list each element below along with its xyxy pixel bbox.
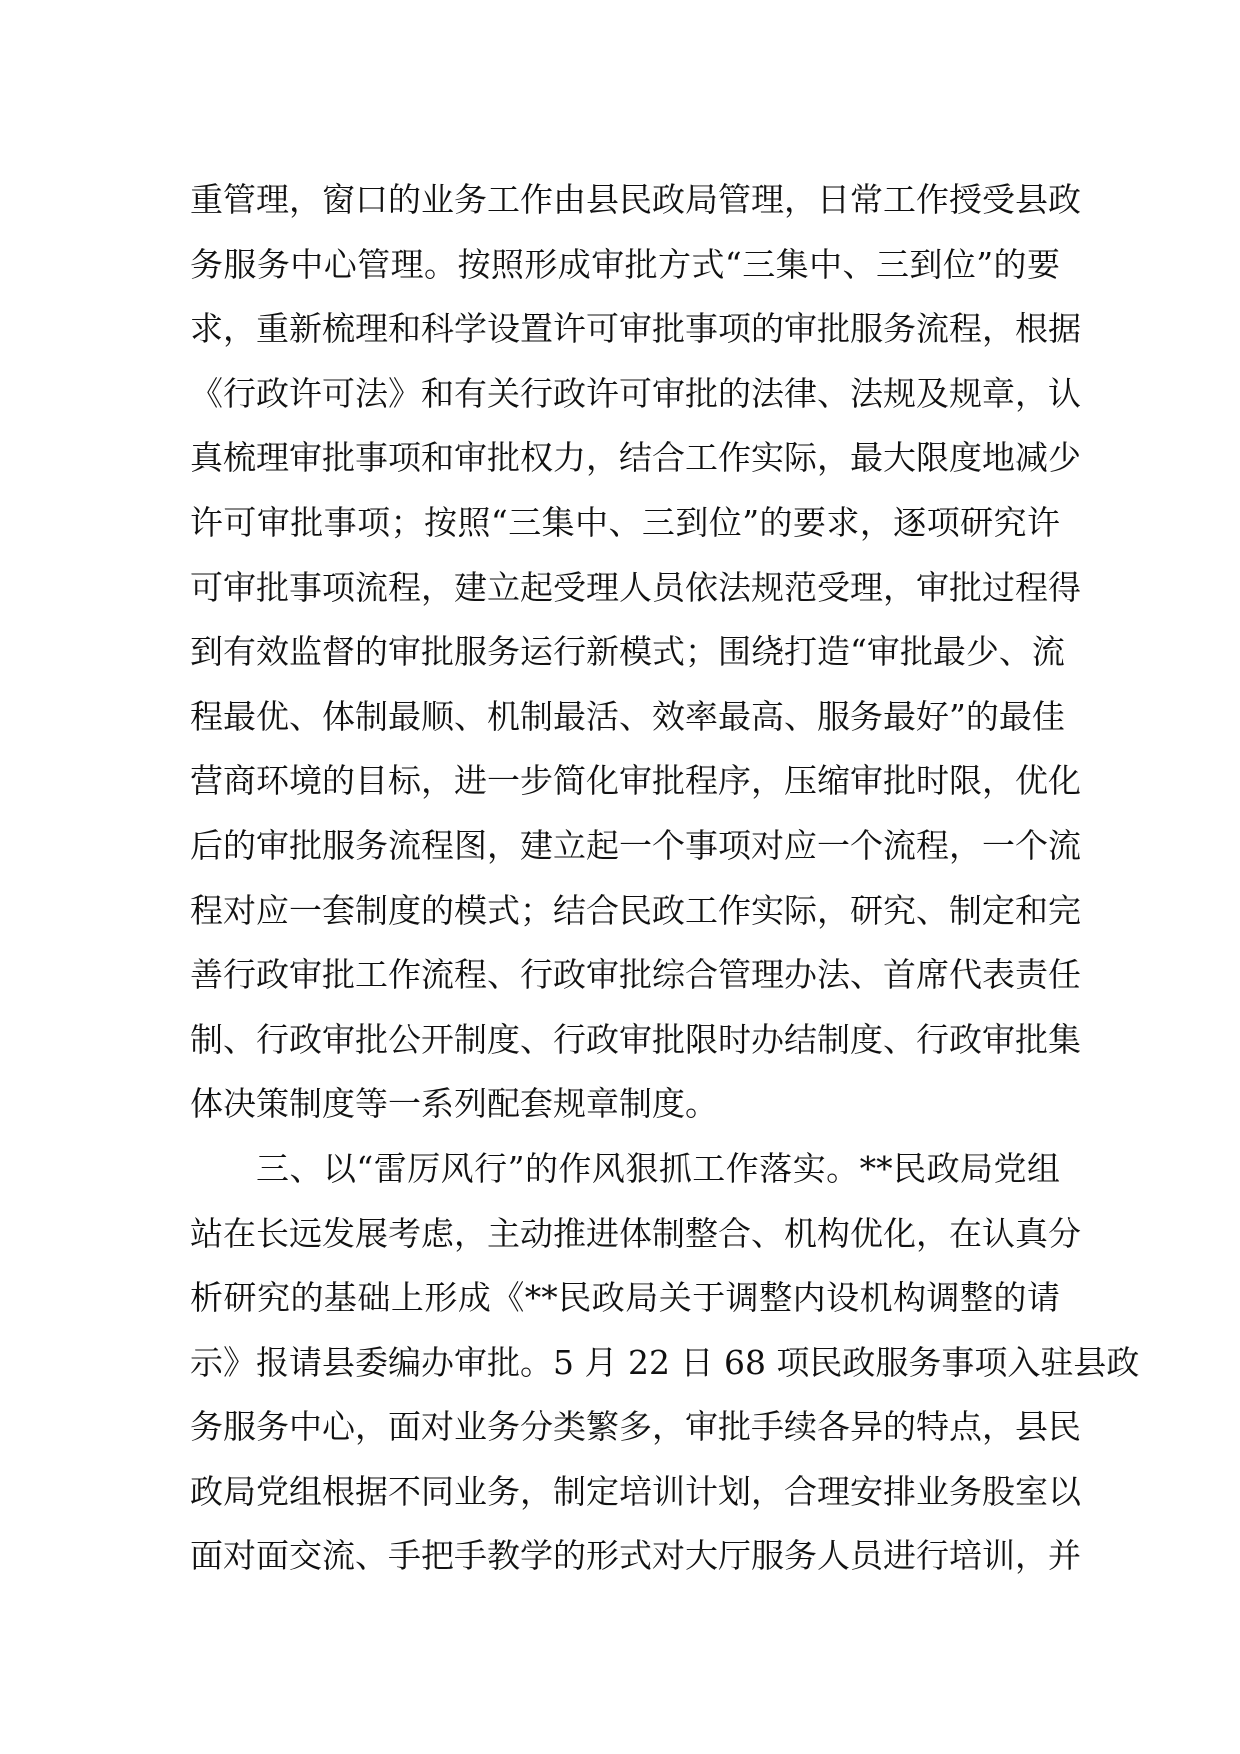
text-line-paragraph-end: 体决策制度等一系列配套规章制度。 (190, 1084, 718, 1124)
text-line: 《行政许可法》和有关行政许可审批的法律、法规及规章，认 (190, 373, 1081, 413)
text-line: 许可审批事项；按照“三集中、三到位”的要求，逐项研究许 (190, 502, 1060, 542)
text-line: 务服务中心管理。按照形成审批方式“三集中、三到位”的要 (190, 244, 1060, 284)
text-line: 求，重新梳理和科学设置许可审批事项的审批服务流程，根据 (190, 309, 1081, 349)
text-line: 程最优、体制最顺、机制最活、效率最高、服务最好”的最佳 (190, 696, 1065, 736)
text-line: 后的审批服务流程图，建立起一个事项对应一个流程，一个流 (190, 825, 1081, 865)
text-line: 务服务中心，面对业务分类繁多，审批手续各异的特点，县民 (190, 1407, 1081, 1447)
text-line: 到有效监督的审批服务运行新模式；围绕打造“审批最少、流 (190, 632, 1065, 672)
text-line: 重管理，窗口的业务工作由县民政局管理，日常工作授受县政 (190, 180, 1081, 219)
text-line: 政局党组根据不同业务，制定培训计划，合理安排业务股室以 (190, 1471, 1081, 1511)
text-line: 营商环境的目标，进一步简化审批程序，压缩审批时限，优化 (190, 761, 1081, 801)
text-line-paragraph-start: 三、以“雷厉风行”的作风狠抓工作落实。**民政局党组 (256, 1148, 1060, 1188)
text-line: 善行政审批工作流程、行政审批综合管理办法、首席代表责任 (190, 955, 1081, 995)
text-line: 面对面交流、手把手教学的形式对大厅服务人员进行培训，并 (190, 1536, 1081, 1576)
text-line: 示》报请县委编办审批。5 月 22 日 68 项民政服务事项入驻县政 (190, 1342, 1140, 1382)
text-line: 站在长远发展考虑，主动推进体制整合、机构优化，在认真分 (190, 1213, 1081, 1253)
text-line: 制、行政审批公开制度、行政审批限时办结制度、行政审批集 (190, 1019, 1081, 1059)
text-line: 析研究的基础上形成《**民政局关于调整内设机构调整的请 (190, 1278, 1060, 1318)
text-line: 可审批事项流程，建立起受理人员依法规范受理，审批过程得 (190, 567, 1081, 607)
text-line: 真梳理审批事项和审批权力，结合工作实际，最大限度地减少 (190, 438, 1081, 478)
text-line: 程对应一套制度的模式；结合民政工作实际，研究、制定和完 (190, 890, 1081, 930)
body-text (190, 168, 1140, 1589)
